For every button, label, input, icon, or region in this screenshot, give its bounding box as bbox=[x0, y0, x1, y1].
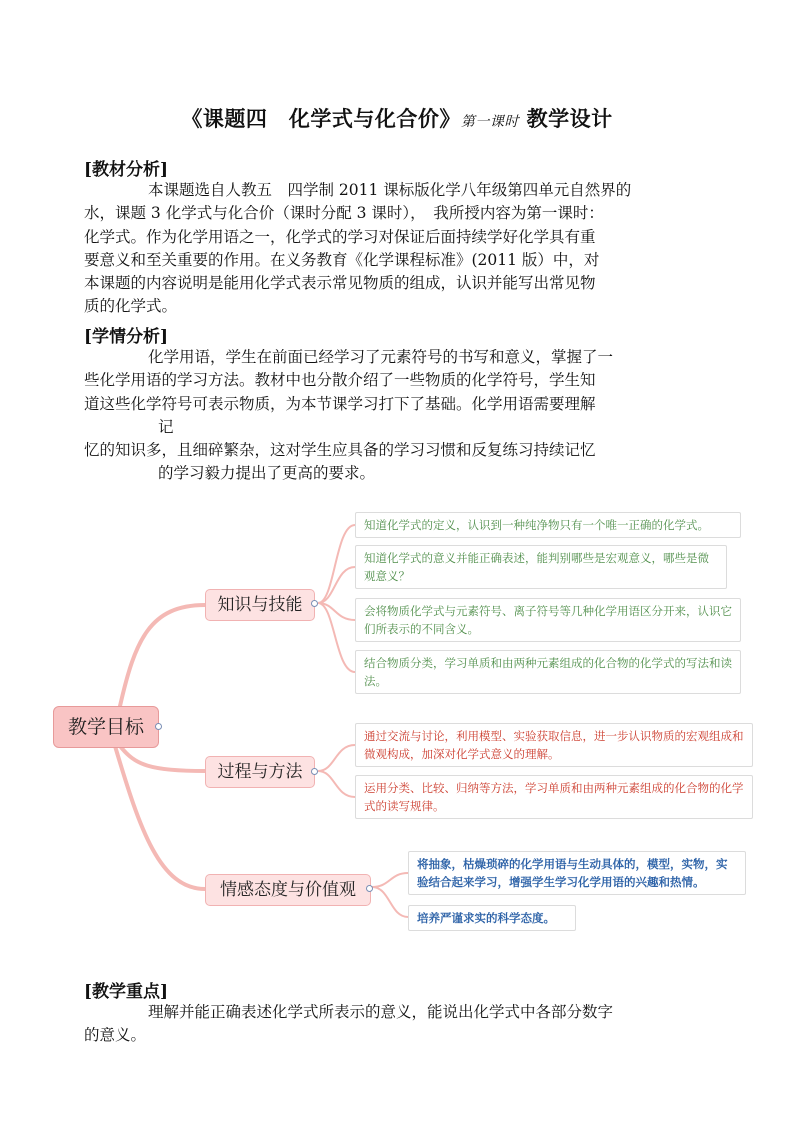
learner-analysis-text bbox=[84, 346, 714, 486]
teaching-focus-text bbox=[84, 1001, 714, 1048]
heading-textbook-analysis: [教材分析] bbox=[84, 160, 169, 180]
text-line: 的意义。 bbox=[84, 1026, 147, 1045]
text-line: 本课题的内容说明是能用化学式表示常见物质的组成，认识并能写出常见物 bbox=[84, 274, 596, 293]
leaf-emotion-1: 将抽象，枯燥琐碎的化学用语与生动具体的，模型，实物，实验结合起来学习，增强学生学习化学用语的兴趣和热情。 bbox=[408, 851, 746, 895]
text-line: 质的化学式。 bbox=[84, 297, 178, 316]
text-line: 的学习毅力提出了更高的要求。 bbox=[158, 464, 376, 483]
leaf-knowledge-4: 结合物质分类，学习单质和由两种元素组成的化合物的化学式的写法和读法。 bbox=[355, 650, 741, 694]
title-sub: 第一课时 bbox=[460, 114, 519, 130]
text-line: 记 bbox=[158, 417, 174, 436]
connector-leaf bbox=[372, 887, 408, 917]
text-line: 理解并能正确表述化学式所表示的意义，能说出化学式中各部分数字 bbox=[148, 1003, 614, 1021]
collapse-toggle-icon[interactable] bbox=[311, 600, 318, 607]
document-title bbox=[0, 103, 794, 133]
text-line: 化学用语，学生在前面已经学习了元素符号的书写和意义，掌握了一 bbox=[148, 348, 614, 366]
branch-emotion-values: 情感态度与价值观 bbox=[205, 874, 371, 906]
text-line: 道这些化学符号可表示物质，为本节课学习打下了基础。化学用语需要理解 bbox=[84, 394, 596, 413]
collapse-toggle-icon[interactable] bbox=[366, 885, 373, 892]
connector-root-knowledge bbox=[120, 605, 205, 706]
heading-teaching-focus: [教学重点] bbox=[84, 982, 169, 1002]
leaf-emotion-2: 培养严谨求实的科学态度。 bbox=[408, 905, 576, 931]
text-line: 忆的知识多，且细碎繁杂，这对学生应具备的学习习惯和反复练习持续记忆 bbox=[84, 441, 596, 460]
connector-leaf bbox=[318, 745, 355, 771]
text-line: 要意义和至关重要的作用。在义务教育《化学课程标准》(2011 版）中，对 bbox=[84, 250, 600, 269]
textbook-analysis-text bbox=[84, 179, 714, 319]
branch-process-methods: 过程与方法 bbox=[205, 756, 315, 788]
leaf-knowledge-1: 知道化学式的定义，认识到一种纯净物只有一个唯一正确的化学式。 bbox=[355, 512, 741, 538]
title-tail: 教学设计 bbox=[518, 106, 613, 131]
text-line: 化学式。作为化学用语之一，化学式的学习对保证后面持续学好化学具有重 bbox=[84, 227, 596, 246]
collapse-toggle-icon[interactable] bbox=[155, 723, 162, 730]
leaf-knowledge-2: 知道化学式的意义并能正确表述，能判别哪些是宏观意义，哪些是微观意义？ bbox=[355, 545, 727, 589]
text-line: 水，课题 3 化学式与化合价（课时分配 3 课时）， 我所授内容为第一课时： bbox=[84, 204, 604, 223]
connector-root-process bbox=[120, 746, 205, 771]
text-line: 些化学用语的学习方法。教材中也分散介绍了一些物质的化学符号，学生知 bbox=[84, 371, 596, 390]
leaf-knowledge-3: 会将物质化学式与元素符号、离子符号等几种化学用语区分开来，认识它们所表示的不同含义。 bbox=[355, 598, 741, 642]
connector-leaf bbox=[372, 873, 408, 887]
title-main: 《课题四 化学式与化合价》 bbox=[181, 106, 461, 131]
text-line: 本课题选自人教五 四学制 2011 课标版化学八年级第四单元自然界的 bbox=[148, 181, 632, 199]
branch-knowledge-skills: 知识与技能 bbox=[205, 589, 315, 621]
mindmap-root-teaching-objectives: 教学目标 bbox=[53, 706, 159, 748]
connector-leaf bbox=[318, 567, 355, 603]
connector-leaf bbox=[318, 525, 355, 603]
heading-learner-analysis: [学情分析] bbox=[84, 327, 169, 347]
leaf-process-1: 通过交流与讨论，利用模型、实验获取信息，进一步认识物质的宏观组成和微观构成，加深对化学式意义的理解。 bbox=[355, 723, 753, 767]
connector-leaf bbox=[318, 771, 355, 797]
leaf-process-2: 运用分类、比较、归纳等方法，学习单质和由两种元素组成的化合物的化学式的读写规律。 bbox=[355, 775, 753, 819]
collapse-toggle-icon[interactable] bbox=[311, 768, 318, 775]
